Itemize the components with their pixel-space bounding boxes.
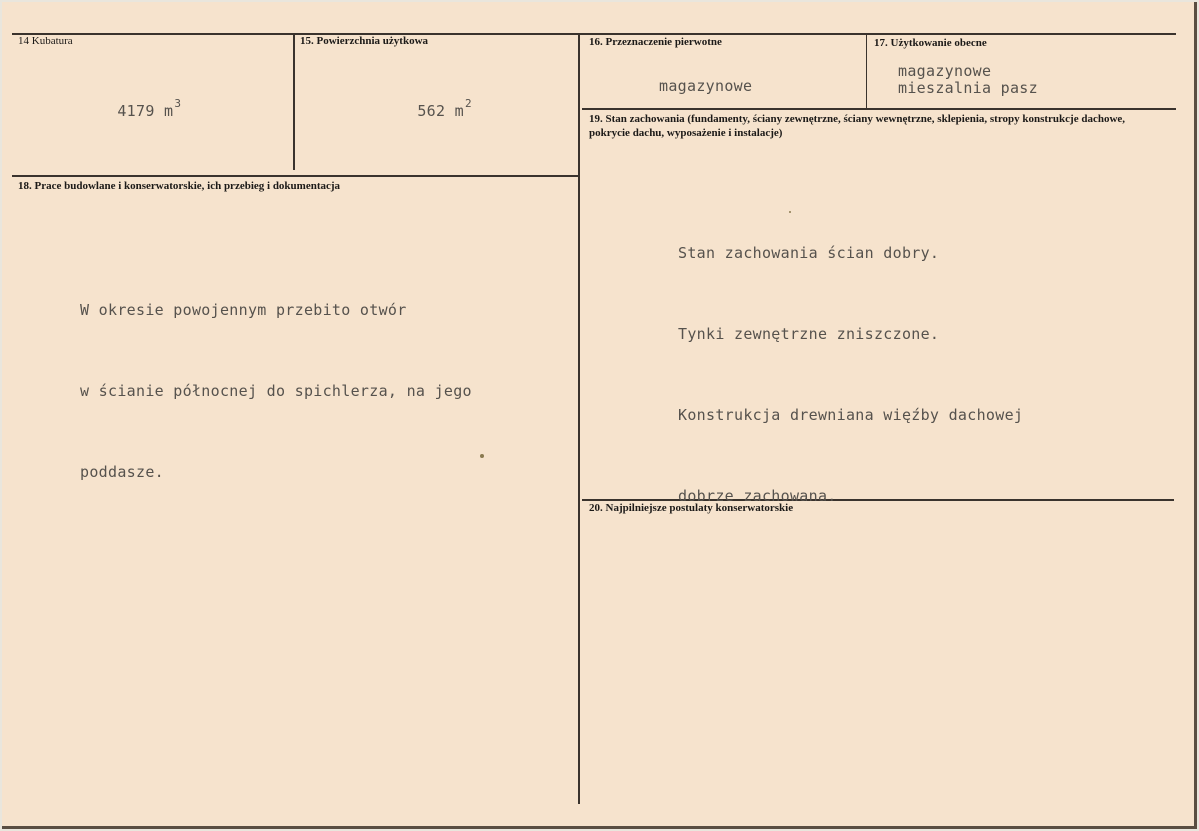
text-prace-budowlane — [80, 243, 472, 540]
powierzchnia-unit-sup: 2 — [464, 97, 472, 110]
paper-speck — [789, 211, 791, 213]
prace-line-1: W okresie powojennym przebito otwór — [80, 301, 407, 319]
rule-section-19 — [582, 108, 1176, 110]
label-przeznaczenie: 16. Przeznaczenie pierwotne — [589, 36, 722, 48]
top-rule — [12, 33, 1176, 35]
label-kubatura: 14 Kubatura — [18, 35, 73, 47]
stan-line-4: dobrze zachowana. — [678, 487, 837, 505]
prace-line-2: w ścianie północnej do spichlerza, na jego — [80, 382, 472, 400]
label-powierzchnia: 15. Powierzchnia użytkowa — [300, 35, 429, 47]
label-postulaty: 20. Najpilniejsze postulaty konserwatorskie — [589, 502, 794, 514]
stan-line-2: Tynki zewnętrzne zniszczone. — [678, 325, 940, 343]
paper-speck — [480, 454, 484, 458]
stan-line-1: Stan zachowania ścian dobry. — [678, 244, 940, 262]
powierzchnia-value: 562 m — [417, 102, 464, 120]
divider-16-17 — [866, 33, 867, 109]
value-przeznaczenie: magazynowe — [659, 77, 753, 95]
label-uzytkowanie: 17. Użytkowanie obecne — [874, 37, 987, 49]
label-prace-budowlane: 18. Prace budowlane i konserwatorskie, ich przebieg i dokumentacja — [18, 180, 341, 192]
label-stan-zachowania: 19. Stan zachowania (fundamenty, ściany zewnętrzne, ściany wewnętrzne, sklepienia, stropy konstrukcje dachowe, pokrycie dachu, wyposażenie i instalacje) — [589, 113, 1126, 139]
center-divider — [578, 33, 580, 804]
value-kubatura — [80, 84, 181, 138]
divider-14-15 — [293, 33, 295, 170]
kubatura-unit-sup: 3 — [174, 97, 182, 110]
value-uzytkowanie-2: mieszalnia pasz — [898, 79, 1038, 97]
inventory-card — [2, 2, 1197, 829]
value-powierzchnia — [380, 84, 472, 138]
prace-line-3: poddasze. — [80, 463, 164, 481]
value-uzytkowanie-1: magazynowe — [898, 62, 992, 80]
rule-left-section-18 — [12, 175, 579, 177]
kubatura-value: 4179 m — [117, 102, 174, 120]
stan-line-3: Konstrukcja drewniana więźby dachowej — [678, 406, 1024, 424]
